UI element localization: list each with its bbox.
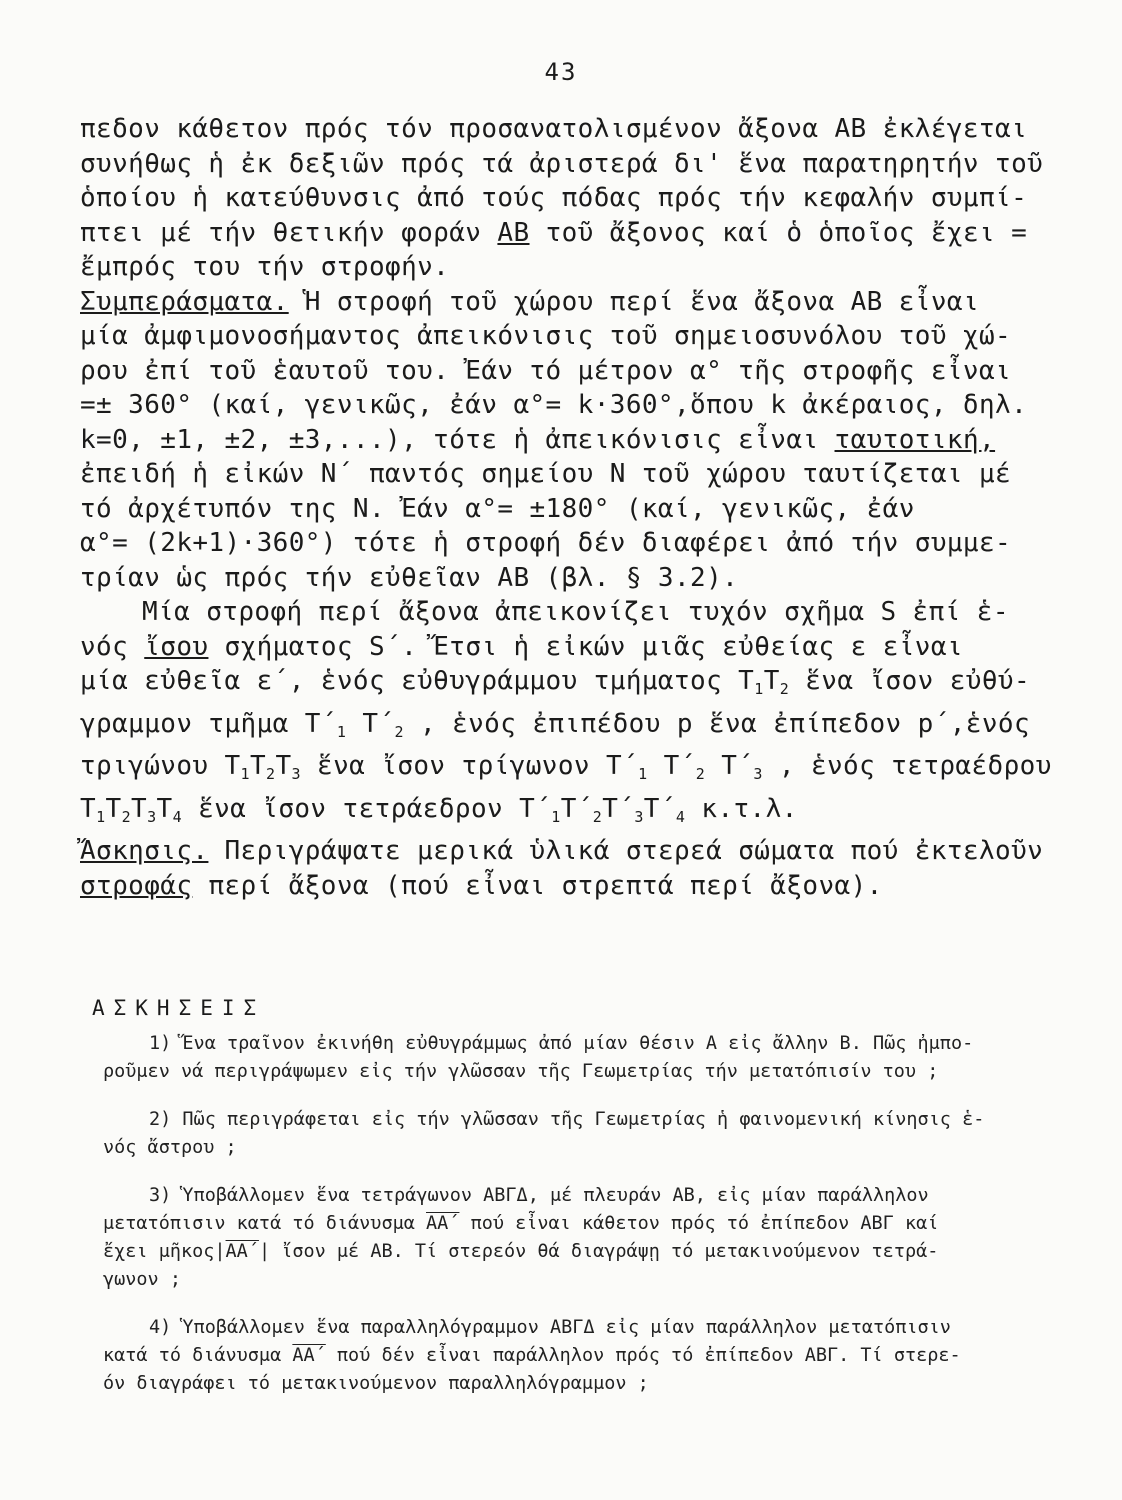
text-line: ἐπειδή ἡ εἰκών Ν΄ παντός σημείου Ν τοῦ χώρου ταυτίζεται μέ xyxy=(80,459,1012,489)
vector-aa: $\overline{AA΄}$ xyxy=(292,1345,326,1366)
text-line: Ἄσκησις. Περιγράψατε μερικά ὑλικά στερεά σώματα πού ἐκτελοῦν xyxy=(80,836,1044,866)
text-line: ὁποίου ἡ κατεύθυνσις ἀπό τούς πόδας πρός τήν κεφαλήν συμπί- xyxy=(80,183,1028,213)
text-line: πτει μέ τήν θετικήν φοράν ΑΒ τοῦ ἄξονος καί ὁ ὁποῖος ἔχει = xyxy=(80,217,1028,248)
text-line: στροφάς περί ἄξονα (πού εἶναι στρεπτά περί ἄξονα). xyxy=(80,870,883,901)
exercise-item: 1) Ἕνα τραῖνον ἐκινήθη εὐθυγράμμως ἀπό μίαν θέσιν Α εἰς ἄλλην Β. Πῶς ἠμπο- ροῦμεν νά περιγράψωμεν εἰς τήν γλῶσσαν τῆς Γεωμετρίας τήν μετατόπισίν του ; xyxy=(103,1033,974,1082)
text-line: τό ἀρχέτυπόν της Ν. Ἐάν α°= ±180° (καί, γενικῶς, ἐάν xyxy=(80,493,915,524)
section-title-conclusions: Συμπεράσματα. xyxy=(80,286,289,317)
main-text xyxy=(80,112,1070,903)
text-line: τρίαν ὡς πρός τήν εὐθεῖαν ΑΒ (βλ. § 3.2). xyxy=(80,562,739,593)
text-line: νός ἴσου σχήματος S΄. Ἔτσι ἡ εἰκών μιᾶς εὐθείας ε εἶναι xyxy=(80,631,963,662)
text-line: ἔμπρός του τήν στροφήν. xyxy=(80,252,450,282)
exercise-number: 3) xyxy=(149,1185,172,1206)
exercise-list xyxy=(103,1030,1033,1418)
exercise-item: 3) Ὑποβάλλομεν ἕνα τετράγωνον ΑΒΓΔ, μέ πλευράν ΑΒ, εἰς μίαν παράλληλον μετατόπισιν κατά τό διάνυσμα $\overline{AA΄}$ πού εἶναι κάθετον πρός τό ἐπίπεδον ΑΒΓ καί ἔχει $\mu ῆ\kappa o\varsigma|\overline{AA΄}|$ ἴσον μέ ΑΒ. Τί στερεόν θά διαγράψῃ τό μετακινούμενον τετρά- γωνον ; xyxy=(103,1185,939,1290)
text-line: =± 360° (καί, γενικῶς, ἐάν α°= k·360°,ὅπου k ἀκέραιος, δηλ. xyxy=(80,390,1028,420)
vector-aa: $\overline{AA΄}$ xyxy=(426,1213,460,1234)
text-line: μία ἀμφιμονοσήμαντος ἀπεικόνισις τοῦ σημειοσυνόλου τοῦ χώ- xyxy=(80,321,1012,351)
text-line: Συμπεράσματα. Ἡ στροφή τοῦ χώρου περί ἕνα ἄξονα ΑΒ εἶναι xyxy=(80,286,980,317)
text-line: πεδον κάθετον πρός τόν προσανατολισμένον ἄξονα ΑΒ ἐκλέγεται xyxy=(80,114,1028,144)
section-title-exercise: Ἄσκησις. xyxy=(80,836,209,866)
vector-aa: $\overline{AA΄}$ xyxy=(225,1241,259,1262)
text-line: k=0, ±1, ±2, ±3,...), τότε ἡ ἀπεικόνισις εἶναι ταυτοτική, xyxy=(80,424,996,455)
text-line: Μία στροφή περί ἄξονα ἀπεικονίζει τυχόν σχῆμα S ἐπί ἑ- xyxy=(142,597,1009,627)
exercise-number: 1) xyxy=(149,1033,172,1054)
text-line: $T_1T_2T_3T_4$ ἕνα ἴσον τετράεδρον $T΄_1T΄_2T΄_3T΄_4$ κ.τ.λ. xyxy=(80,793,798,826)
text-line: συνήθως ἡ ἐκ δεξιῶν πρός τά ἀριστερά δι' ἕνα παρατηρητήν τοῦ xyxy=(80,148,1044,179)
exercises-heading: ΑΣΚΗΣΕΙΣ xyxy=(92,996,266,1020)
text-line: ρου ἐπί τοῦ ἑαυτοῦ του. Ἐάν τό μέτρον α° τῆς στροφῆς εἶναι xyxy=(80,355,1012,386)
exercise-number: 2) xyxy=(149,1109,172,1130)
exercise-item: 2) Πῶς περιγράφεται εἰς τήν γλῶσσαν τῆς Γεωμετρίας ἡ φαινομενική κίνησις ἑ- νός ἄστρου ; xyxy=(103,1109,985,1158)
text-line: τριγώνου $T_1T_2T_3$ ἕνα ἴσον τρίγωνον $T΄_1$ $T΄_2$ $T΄_3$ , ἑνός τετραέδρου xyxy=(80,751,1052,783)
exercise-item: 4) Ὑποβάλλομεν ἕνα παραλληλόγραμμον ΑΒΓΔ εἰς μίαν παράλληλον μετατόπισιν κατά τό διάνυσμα $\overline{AA΄}$ πού δέν εἶναι παράλληλον πρός τό ἐπίπεδον ΑΒΓ. Τί στερε- όν διαγράφει τό μετακινούμενον παραλληλόγραμμον ; xyxy=(103,1317,961,1394)
page-number: 43 xyxy=(544,58,578,86)
vector-ab: ΑΒ xyxy=(497,217,530,248)
equal-term: ἴσου xyxy=(144,631,209,662)
exercise-number: 4) xyxy=(149,1317,172,1338)
identity-term: ταυτοτική, xyxy=(834,424,996,455)
text-line: α°= (2k+1)·360°) τότε ἡ στροφή δέν διαφέρει ἀπό τήν συμμε- xyxy=(80,528,1012,558)
rotations-term: στροφάς xyxy=(80,870,193,901)
text-line: γραμμον τμῆμα $T΄_1$ $T΄_2$ , ἑνός ἐπιπέδου p ἕνα ἐπίπεδον p΄,ἑνός xyxy=(80,708,1030,741)
text-line: μία εὐθεῖα ε΄, ἑνός εὐθυγράμμου τμήματος $T_1T_2$ ἕνα ἴσον εὐθύ- xyxy=(80,666,1030,698)
